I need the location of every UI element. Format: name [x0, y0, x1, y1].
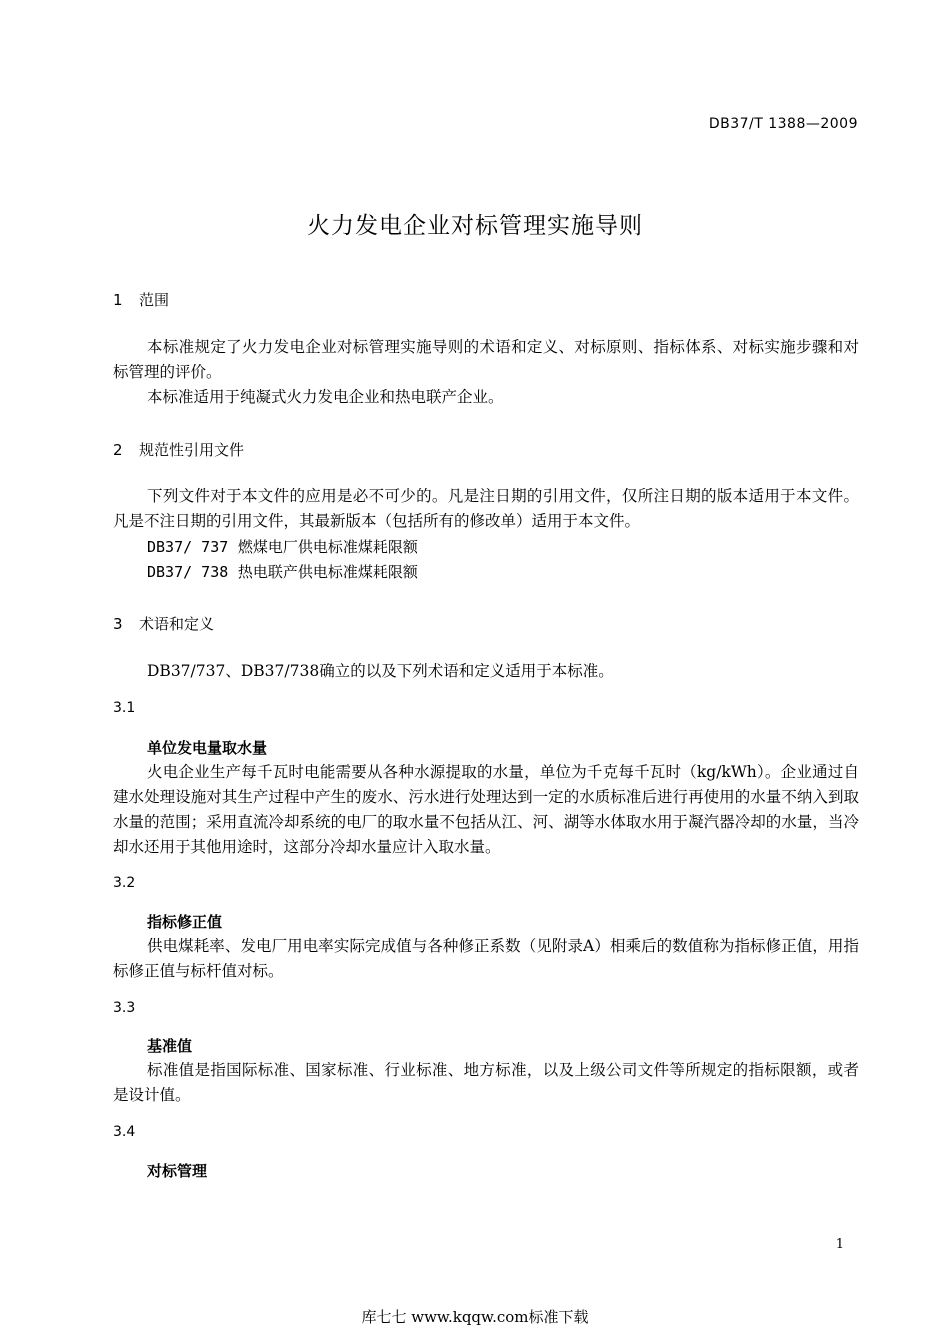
section-1-heading	[113, 289, 169, 310]
section-1-paragraph-2: 本标准适用于纯凝式火力发电企业和热电联产企业。	[147, 388, 504, 406]
clause-number-3-1: 3.1	[113, 700, 136, 716]
section-number: 3	[113, 615, 123, 633]
term-3-2: 指标修正值	[147, 913, 223, 931]
term-3-4: 对标管理	[147, 1162, 208, 1180]
reference-title: 热电联产供电标准煤耗限额	[237, 563, 418, 581]
clause-number-3-3: 3.3	[113, 1000, 136, 1016]
definition-3-3: 标准值是指国际标准、国家标准、行业标准、地方标准，以及上级公司文件等所规定的指标限额，或者是设计值。	[113, 1061, 859, 1104]
section-title: 术语和定义	[139, 615, 215, 633]
page-number: 1	[835, 1237, 844, 1252]
reference-code: DB37/ 738	[147, 563, 229, 581]
normative-reference	[147, 561, 418, 582]
reference-title: 燃煤电厂供电标准煤耗限额	[237, 538, 418, 556]
section-title: 规范性引用文件	[139, 441, 245, 459]
document-title: 火力发电企业对标管理实施导则	[307, 213, 643, 239]
clause-number-3-2: 3.2	[113, 875, 136, 891]
standard-code: DB37/T 1388—2009	[708, 116, 858, 132]
normative-reference	[147, 536, 418, 557]
section-3-paragraph-1: DB37/737、DB37/738确立的以及下列术语和定义适用于本标准。	[147, 662, 614, 680]
section-number: 2	[113, 441, 123, 459]
term-3-1: 单位发电量取水量	[147, 739, 268, 757]
term-3-3: 基准值	[147, 1037, 193, 1055]
reference-code: DB37/ 737	[147, 538, 229, 556]
section-2-heading	[113, 439, 244, 460]
definition-3-1: 火电企业生产每千瓦时电能需要从各种水源提取的水量，单位为千克每千瓦时（kg/kWh）。企业通过自建水处理设施对其生产过程中产生的废水、污水进行处理达到一定的水质标准后进行再使用的水量不纳入到取水量的范围；采用直流冷却系统的电厂的取水量不包括从江、河、湖等水体取水用于凝汽器冷却的水量，当冷却水还用于其他用途时，这部分冷却水量应计入取水量。	[113, 763, 859, 856]
section-number: 1	[113, 291, 123, 309]
definition-3-2: 供电煤耗率、发电厂用电率实际完成值与各种修正系数（见附录A）相乘后的数值称为指标修正值，用指标修正值与标杆值对标。	[113, 937, 859, 980]
section-3-heading	[113, 613, 214, 634]
footer-watermark: 库七七 www.kqqw.com标准下载	[361, 1308, 589, 1326]
section-1-paragraph-1: 本标准规定了火力发电企业对标管理实施导则的术语和定义、对标原则、指标体系、对标实施步骤和对标管理的评价。	[113, 338, 859, 381]
clause-number-3-4: 3.4	[113, 1124, 136, 1140]
section-title: 范围	[139, 291, 170, 309]
section-2-paragraph-1: 下列文件对于本文件的应用是必不可少的。凡是注日期的引用文件，仅所注日期的版本适用于本文件。凡是不注日期的引用文件，其最新版本（包括所有的修改单）适用于本文件。	[113, 487, 859, 530]
